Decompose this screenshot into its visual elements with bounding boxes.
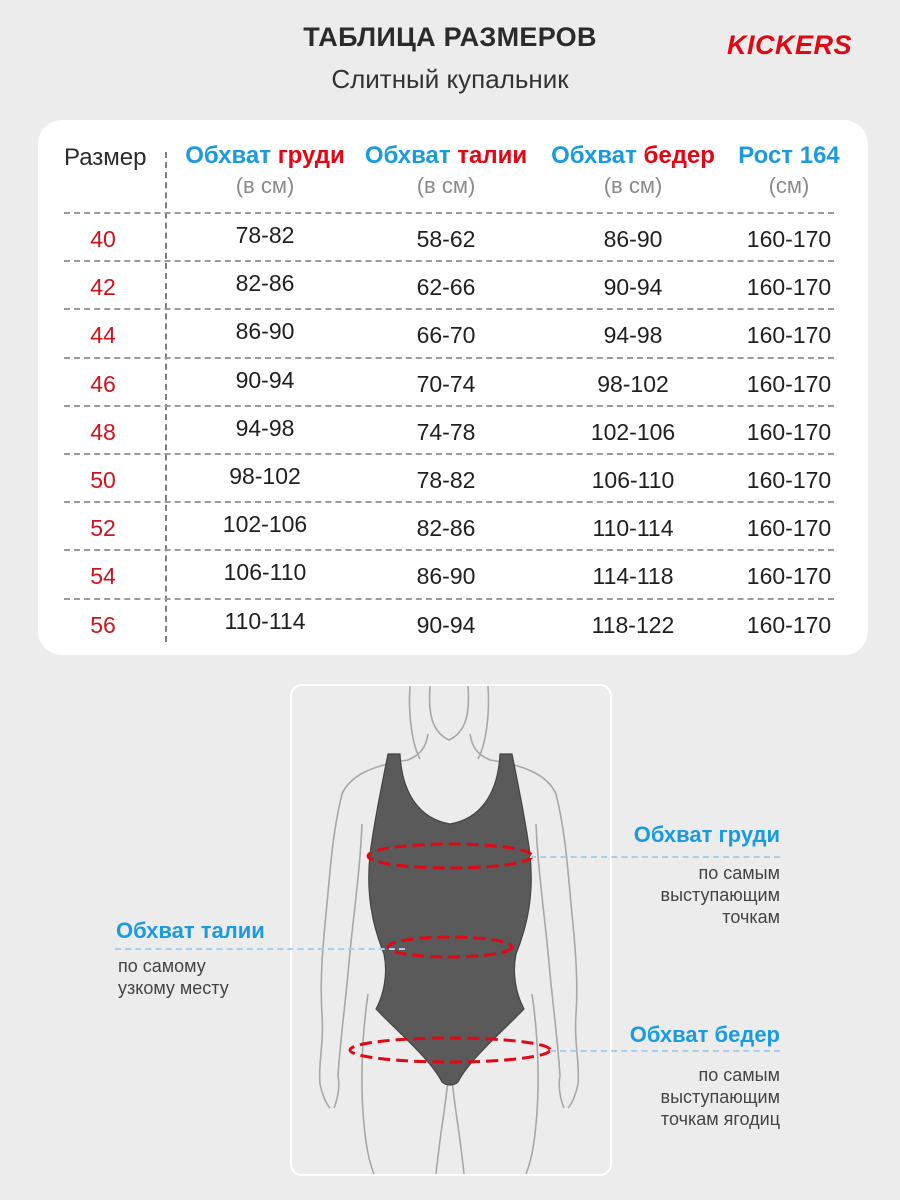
hips-cell: 118-122 <box>591 611 675 638</box>
height-cell: 160-170 <box>746 418 832 445</box>
hips-cell: 86-90 <box>603 226 663 252</box>
chest-desc-line-1: по самым <box>698 863 780 883</box>
hips-cell: 114-118 <box>592 563 674 590</box>
height-cell: 160-170 <box>746 370 832 397</box>
brand-logo: KICKERS <box>726 30 852 60</box>
height-cell: 160-170 <box>746 226 832 252</box>
row-separator <box>64 405 834 407</box>
chest-column-header <box>175 142 355 200</box>
row-separator <box>64 308 834 310</box>
chest-guide-desc <box>661 862 780 928</box>
hips-header-prefix: Обхват <box>551 142 637 169</box>
chest-header-unit: (в см) <box>235 173 295 198</box>
waist-guide-title: Обхват талии <box>116 918 265 943</box>
waist-cell: 58-62 <box>416 226 476 252</box>
hips-header-word: бедер <box>643 142 715 169</box>
chest-desc-line-3: точкам <box>722 907 780 927</box>
chest-cell: 90-94 <box>235 366 295 393</box>
row-separator <box>64 260 834 262</box>
row-separator <box>64 357 834 359</box>
height-cell: 160-170 <box>746 563 832 590</box>
waist-cell: 78-82 <box>416 467 476 493</box>
size-cell: 50 <box>90 467 116 493</box>
size-cell: 52 <box>90 515 116 542</box>
chest-cell: 86-90 <box>235 318 295 345</box>
hips-column-header <box>541 142 725 200</box>
size-column-header: Размер <box>64 144 147 171</box>
height-column-header <box>728 142 850 200</box>
hips-header-unit: (в см) <box>603 173 663 198</box>
waist-header-unit: (в см) <box>416 173 476 198</box>
swimsuit-shape <box>369 754 531 1085</box>
hips-cell: 98-102 <box>597 370 669 397</box>
chest-guide-line <box>530 856 780 858</box>
body-figure-illustration <box>290 684 610 1174</box>
chest-cell: 106-110 <box>223 559 307 586</box>
waist-cell: 62-66 <box>416 274 476 301</box>
size-cell: 54 <box>90 563 116 590</box>
waist-guide-line <box>115 948 405 950</box>
waist-desc-line-1: по самому <box>118 956 206 976</box>
waist-desc-line-2: узкому месту <box>118 978 229 998</box>
chest-cell: 82-86 <box>235 270 295 297</box>
waist-cell: 82-86 <box>416 515 476 542</box>
page-subtitle: Слитный купальник <box>331 64 569 94</box>
hips-guide-desc <box>661 1064 780 1130</box>
hips-desc-line-3: точкам ягодиц <box>660 1109 780 1129</box>
chest-header-word: груди <box>277 142 345 169</box>
chest-header-prefix: Обхват <box>185 142 272 169</box>
row-separator <box>64 598 834 600</box>
waist-cell: 66-70 <box>416 322 476 349</box>
height-cell: 160-170 <box>746 467 832 493</box>
chest-cell: 98-102 <box>229 463 301 489</box>
chest-desc-line-2: выступающим <box>660 885 780 905</box>
hips-guide-line <box>550 1050 780 1052</box>
hips-cell: 94-98 <box>603 322 663 349</box>
height-header-prefix: Рост 164 <box>738 142 840 169</box>
chest-cell: 94-98 <box>235 414 295 441</box>
hips-cell: 110-114 <box>592 515 674 542</box>
hips-desc-line-2: выступающим <box>660 1087 780 1107</box>
height-cell: 160-170 <box>746 322 832 349</box>
height-cell: 160-170 <box>746 611 832 638</box>
hips-cell: 106-110 <box>591 467 675 493</box>
waist-guide-desc <box>118 955 229 999</box>
chest-guide-title: Обхват груди <box>633 822 780 847</box>
waist-cell: 90-94 <box>416 611 476 638</box>
row-separator <box>64 453 834 455</box>
waist-header-word: талии <box>457 142 528 169</box>
row-separator <box>64 549 834 551</box>
size-cell: 42 <box>90 274 116 301</box>
hips-desc-line-1: по самым <box>698 1065 780 1085</box>
size-cell: 46 <box>90 370 116 397</box>
hips-cell: 90-94 <box>603 274 663 301</box>
hips-cell: 102-106 <box>590 418 676 445</box>
waist-cell: 74-78 <box>416 418 476 445</box>
size-cell: 44 <box>90 322 116 349</box>
height-cell: 160-170 <box>746 274 832 301</box>
size-table <box>38 120 868 655</box>
height-cell: 160-170 <box>746 515 832 542</box>
row-separator <box>64 501 834 503</box>
height-header-unit: (см) <box>768 173 810 198</box>
chest-cell: 78-82 <box>235 222 295 248</box>
size-cell: 56 <box>90 611 116 638</box>
page-title: ТАБЛИЦА РАЗМЕРОВ <box>303 22 597 52</box>
hips-guide-title: Обхват бедер <box>629 1022 780 1047</box>
waist-cell: 70-74 <box>416 370 476 397</box>
size-cell: 40 <box>90 226 116 252</box>
waist-column-header <box>356 142 536 200</box>
row-separator <box>64 212 834 214</box>
chest-cell: 110-114 <box>224 607 306 634</box>
size-cell: 48 <box>90 418 116 445</box>
waist-header-prefix: Обхват <box>364 142 451 169</box>
column-divider <box>165 152 167 642</box>
chest-cell: 102-106 <box>222 511 308 538</box>
waist-cell: 86-90 <box>416 563 476 590</box>
